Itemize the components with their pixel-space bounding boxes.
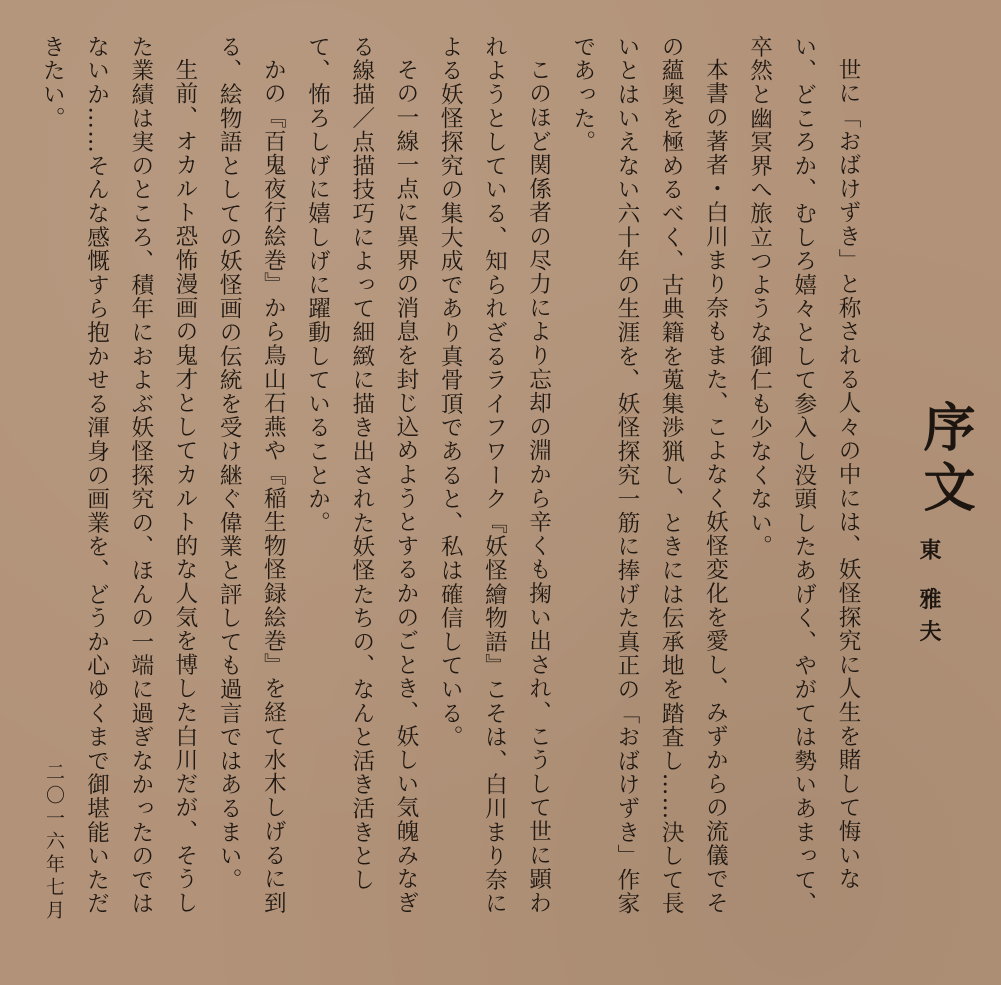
paragraph-3: このほど関係者の尽力により忘却の淵から辛くも掬い出され、こうして世に顕われようとしている、知られざるライフワーク『妖怪繪物語』こそは、白川まり奈による妖怪探究の集大成であり真骨頂であると、私は確信している。: [437, 35, 552, 916]
page-title: 序文: [914, 400, 975, 520]
date-line: 二〇一六年七月: [43, 762, 65, 923]
author-name: 東 雅夫: [916, 538, 942, 652]
paragraph-6: 生前、オカルト恐怖漫画の鬼才としてカルト的な人気を博した白川だが、そうした業績は実のところ、積年におよぶ妖怪探究の、ほんの一端に過ぎなかったのではないか……そんな感慨すら抱かせる渾身の画業を、どうか心ゆくまで御堪能いただきたい。: [39, 35, 198, 916]
paragraph-5: かの『百鬼夜行絵巻』から鳥山石燕や『稲生物怪録絵巻』を経て水木しげるに到る、絵物語としての妖怪画の伝統を受け継ぐ偉業と評しても過言ではあるまい。: [216, 35, 287, 915]
paragraph-1: 世に「おばけずき」と称される人々の中には、妖怪探究に人生を賭して悔いない、どころか、むしろ嬉々として参入し没頭したあげく、やがては勢いあまって、卒然と幽冥界へ旅立つような御仁も少なくない。: [746, 35, 861, 916]
paragraph-4: その一線一点に異界の消息を封じ込めようとするかのごとき、妖しい気魄みなぎる線描／点描技巧によって細緻に描き出された妖怪たちの、なんと活き活きとして、怖ろしげに嬉しげに躍動していることか。: [304, 35, 419, 915]
paragraph-2: 本書の著者・白川まり奈もまた、こよなく妖怪変化を愛し、みずからの流儀でその蘊奥を極めるべく、古典籍を蒐集渉猟し、ときには伝承地を踏査し……決して長いとはいえない六十年の生涯を、妖怪探究一筋に捧げた真正の「おばけずき」作家であった。: [569, 35, 729, 916]
